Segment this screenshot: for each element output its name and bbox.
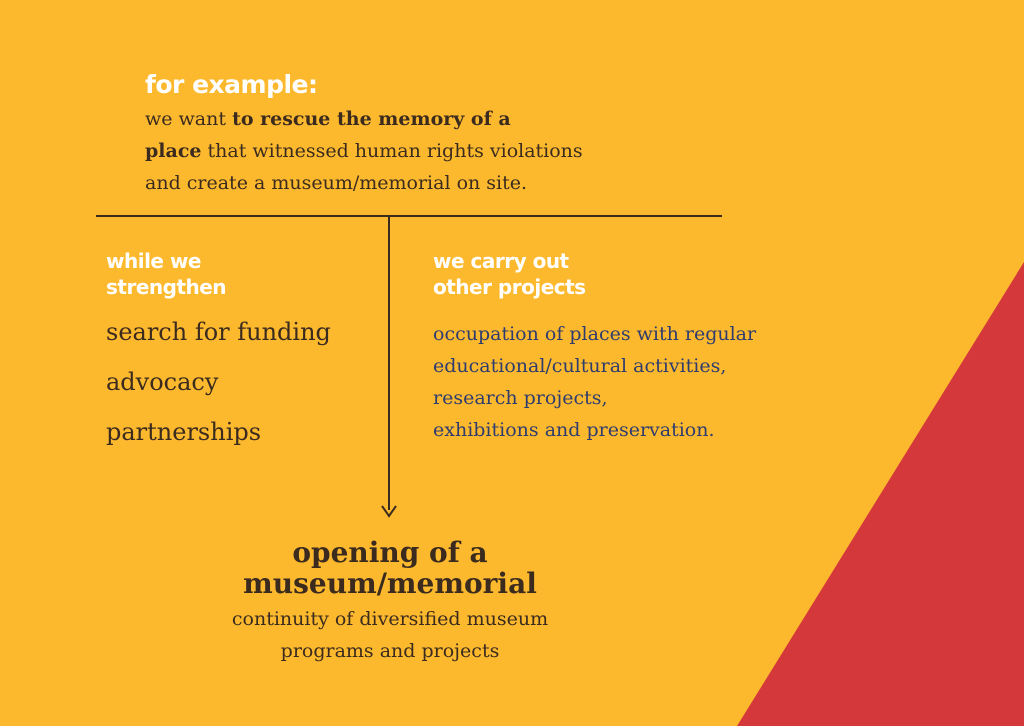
- list-item-funding: search for funding: [106, 318, 331, 346]
- projects-line-2: educational/cultural activities,: [433, 355, 727, 377]
- list-item-partnerships: partnerships: [106, 418, 262, 446]
- left-heading-line-1: while we: [106, 249, 201, 273]
- result-subtitle: [180, 603, 600, 667]
- list-item-advocacy: advocacy: [106, 368, 219, 396]
- intro-line-2-plain: that witnessed human rights violations: [201, 140, 583, 162]
- right-heading-line-2: other projects: [433, 275, 586, 299]
- intro-line-3: and create a museum/memorial on site.: [145, 172, 528, 194]
- result-title: [180, 537, 600, 599]
- vertical-connector: [388, 216, 390, 510]
- horizontal-divider: [96, 215, 722, 217]
- intro-line-1: [145, 103, 583, 135]
- projects-line-3: research projects,: [433, 387, 608, 409]
- other-projects-text: [433, 318, 756, 446]
- intro-line-2-bold: place: [145, 140, 202, 162]
- result-title-line-2: museum/memorial: [243, 567, 537, 600]
- strengthen-list: [106, 314, 331, 464]
- intro-line-2: [145, 135, 583, 167]
- down-arrow-icon: [381, 500, 397, 518]
- left-heading-line-2: strengthen: [106, 275, 227, 299]
- result-subtitle-line-2: programs and projects: [280, 640, 500, 662]
- intro-title: for example:: [145, 70, 318, 99]
- result-block: [180, 537, 600, 667]
- result-subtitle-line-1: continuity of diversified museum: [231, 608, 549, 630]
- right-heading: [433, 248, 586, 300]
- intro-line-1-bold: to rescue the memory of a: [232, 108, 511, 130]
- right-heading-line-1: we carry out: [433, 249, 569, 273]
- intro-line-1-plain: we want: [145, 108, 233, 130]
- left-heading: [106, 248, 226, 300]
- result-title-line-1: opening of a: [292, 536, 488, 569]
- projects-line-4: exhibitions and preservation.: [433, 419, 715, 441]
- projects-line-1: occupation of places with regular: [433, 323, 757, 345]
- intro-text: [145, 103, 583, 199]
